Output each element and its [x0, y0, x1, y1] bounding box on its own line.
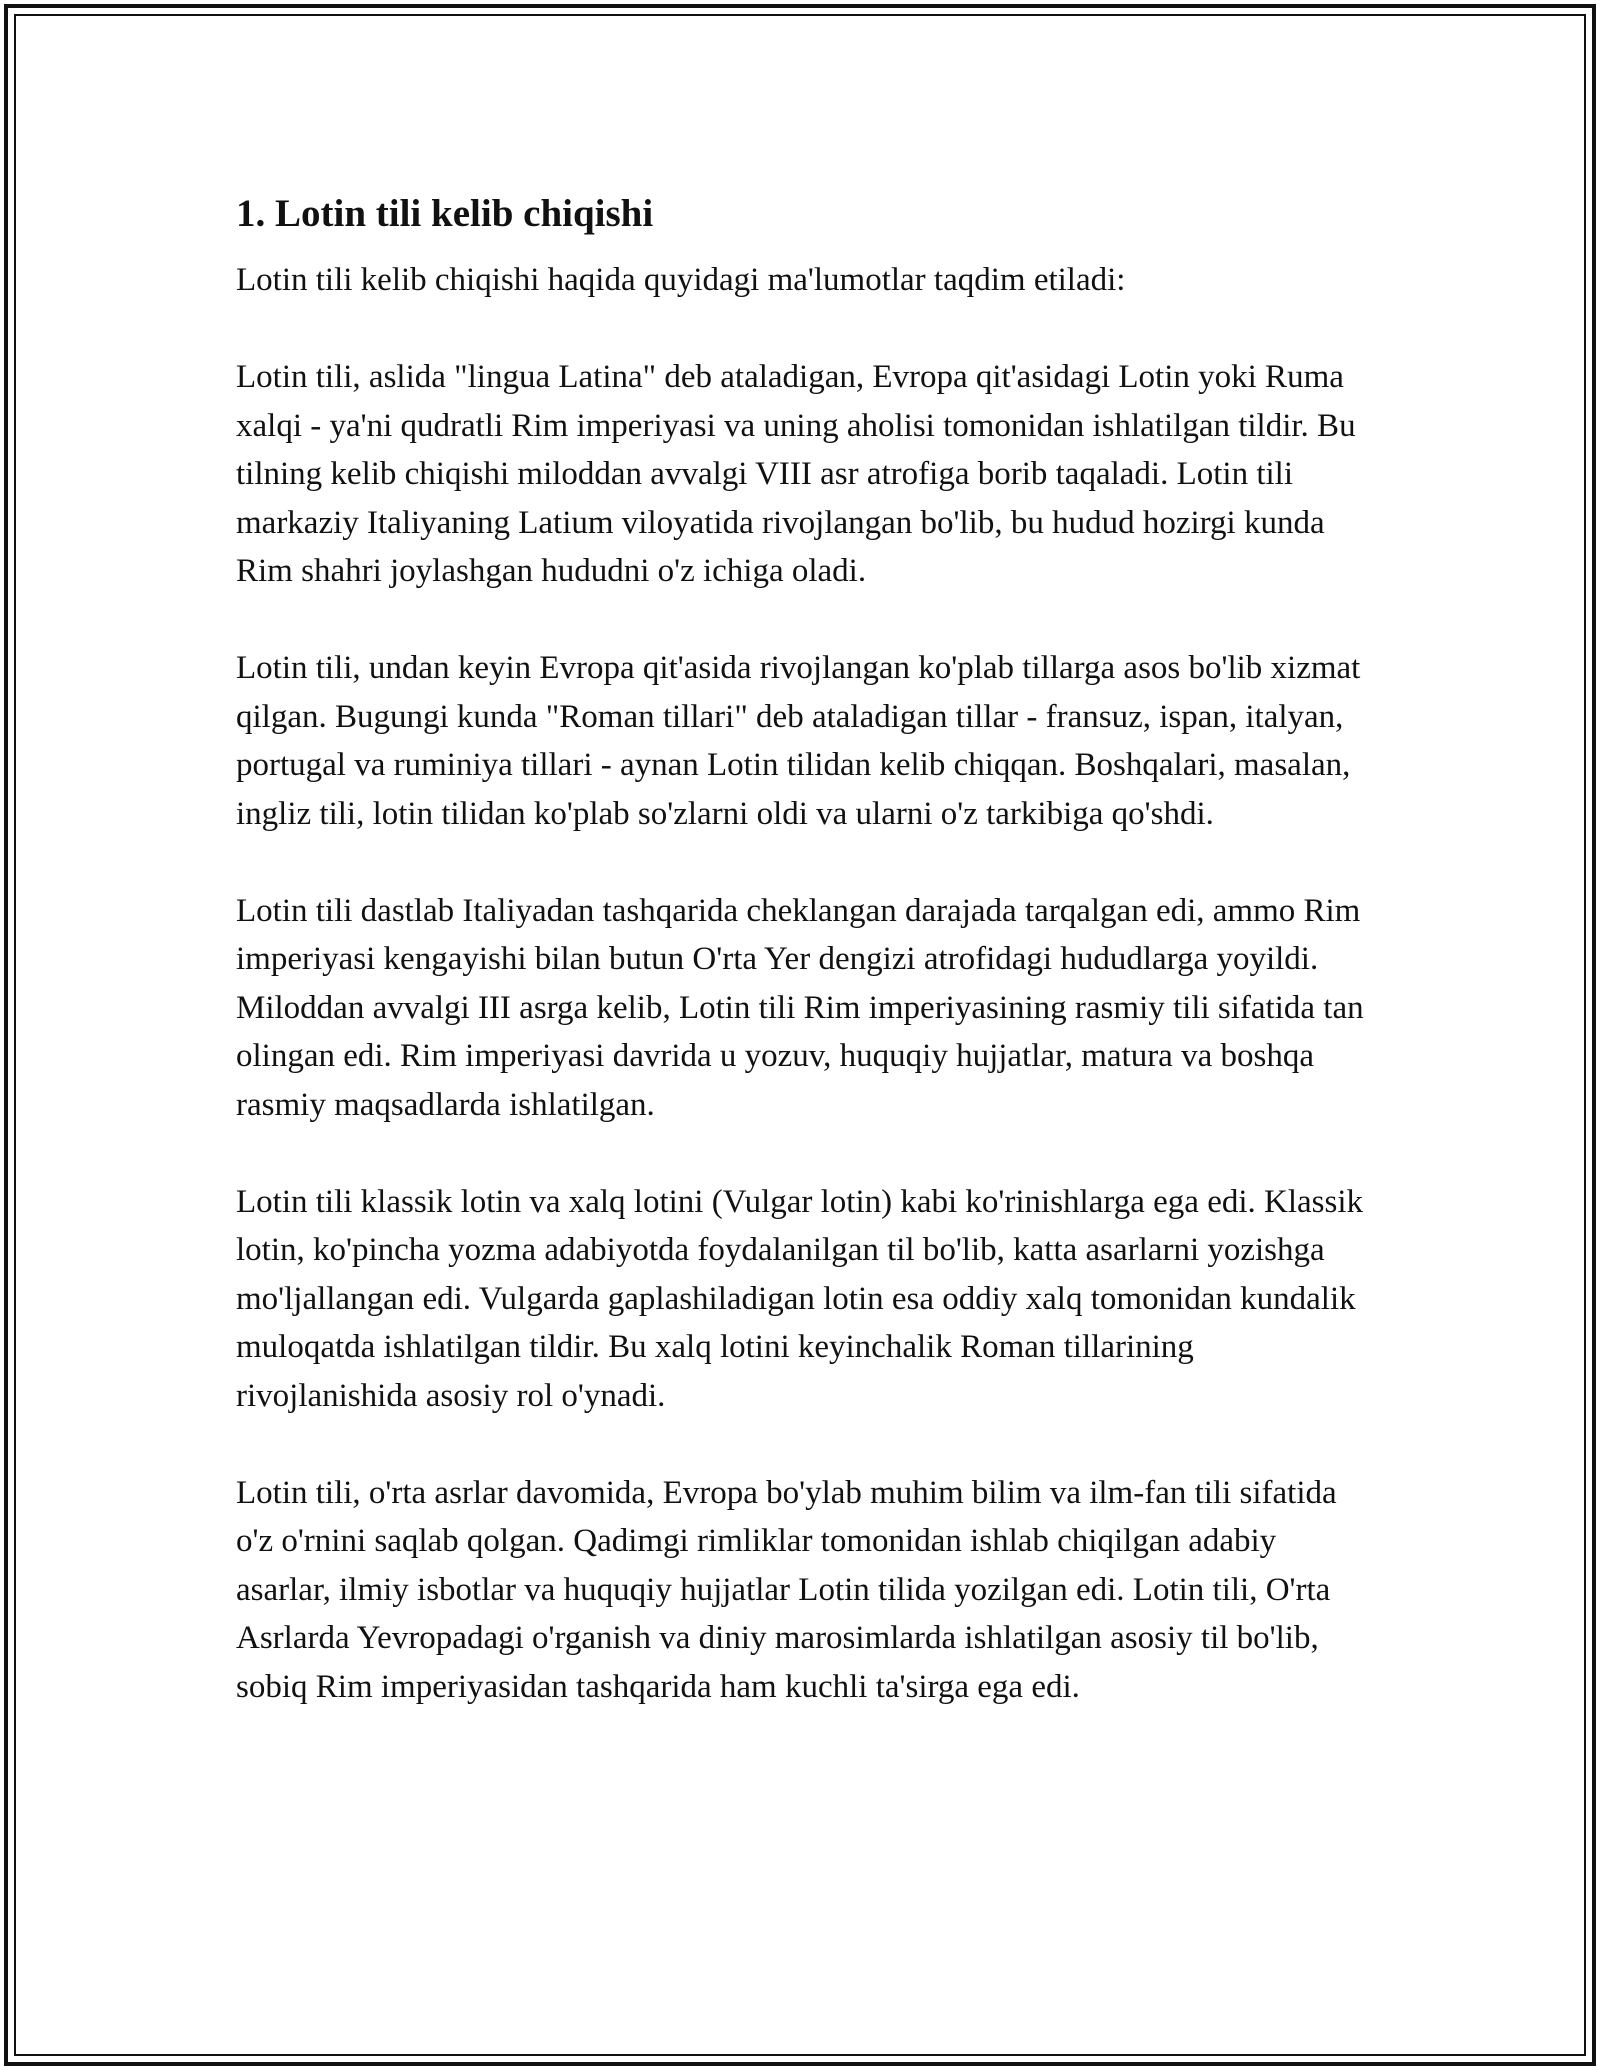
section-heading: 1. Lotin tili kelib chiqishi: [236, 192, 654, 235]
paragraph-classical-vulgar: Lotin tili klassik lotin va xalq lotini (Vulgar lotin) kabi ko'rinishlarga ega edi. Klassik lotin, ko'pincha yozma adabiyotda foydalanilgan til bo'lib, katta asarlarni yozishga mo'ljallangan edi. Vulgarda gaplashiladigan lotin esa oddiy xalq tomonidan kundalik muloqatda ishlatilgan tildir. Bu xalq lotini keyinchalik Roman tillarining rivojlanishida asosiy rol o'ynadi.: [236, 1183, 1364, 1414]
document-body: [236, 186, 1376, 1760]
intro-paragraph: Lotin tili kelib chiqishi haqida quyidagi ma'lumotlar taqdim etiladi:: [236, 262, 1126, 298]
paragraph-middle-ages: Lotin tili, o'rta asrlar davomida, Evropa bo'ylab muhim bilim va ilm-fan tili sifatida o'z o'rnini saqlab qolgan. Qadimgi rimliklar tomonidan ishlab chiqilgan adabiy asarlar, ilmiy isbotlar va huquqiy hujjatlar Lotin tilida yozilgan edi. Lotin tili, O'rta Asrlarda Yevropadagi o'rganish va diniy marosimlarda ishlatilgan asosiy til bo'lib, sobiq Rim imperiyasidan tashqarida ham kuchli ta'sirga ega edi.: [236, 1474, 1337, 1705]
paragraph-romance-languages: Lotin tili, undan keyin Evropa qit'asida rivojlangan ko'plab tillarga asos bo'lib xizmat qilgan. Bugungi kunda "Roman tillari" deb ataladigan tillar - fransuz, ispan, italyan, portugal va ruminiya tillari - aynan Lotin tilidan kelib chiqqan. Boshqalari, masalan, ingliz tili, lotin tilidan ko'plab so'zlarni oldi va ularni o'z tarkibiga qo'shdi.: [236, 650, 1361, 832]
paragraph-spread: Lotin tili dastlab Italiyadan tashqarida cheklangan darajada tarqalgan edi, ammo Rim imperiyasi kengayishi bilan butun O'rta Yer dengizi atrofidagi hududlarga yoyildi. Miloddan avvalgi III asrga kelib, Lotin tili Rim imperiyasining rasmiy tili sifatida tan olingan edi. Rim imperiyasi davrida u yozuv, huquqiy hujjatlar, matura va boshqa rasmiy maqsadlarda ishlatilgan.: [236, 892, 1364, 1123]
paragraph-origin: Lotin tili, aslida "lingua Latina" deb ataladigan, Evropa qit'asidagi Lotin yoki Ruma xalqi - ya'ni qudratli Rim imperiyasi va uning aholisi tomonidan ishlatilgan tildir. Bu tilning kelib chiqishi miloddan avvalgi VIII asr atrofiga borib taqaladi. Lotin tili markaziy Italiyaning Latium viloyatida rivojlangan bo'lib, bu hudud hozirgi kunda Rim shahri joylashgan hududni o'z ichiga oladi.: [236, 359, 1356, 589]
